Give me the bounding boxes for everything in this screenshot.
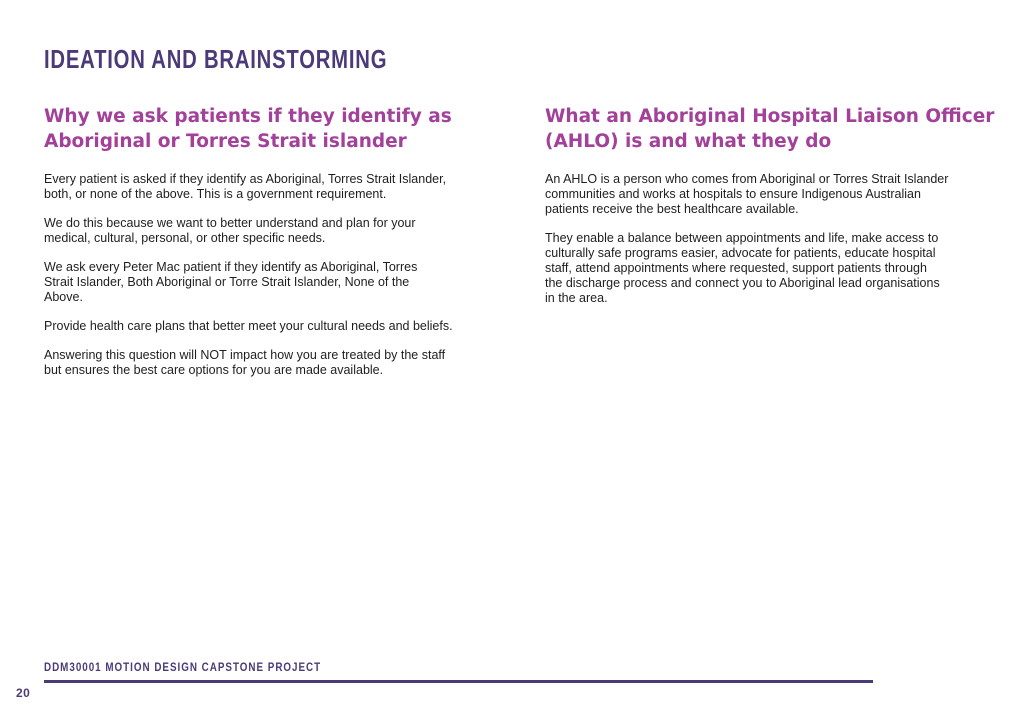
page-number: 20 [16, 686, 31, 700]
text-line: An AHLO is a person who comes from Aboriginal or Torres Strait Islander [545, 172, 949, 186]
heading-line: Why we ask patients if they identify as [44, 106, 452, 127]
heading-line: What an Aboriginal Hospital Liaison Officer [545, 106, 995, 127]
text-line: communities and works at hospitals to ensure Indigenous Australian [545, 187, 921, 201]
right-paragraph-2 [545, 231, 985, 306]
text-line: the discharge process and connect you to Aboriginal lead organisations [545, 276, 940, 290]
text-line: Provide health care plans that better meet your cultural needs and beliefs. [44, 319, 453, 333]
right-column [545, 104, 995, 320]
text-line: They enable a balance between appointments and life, make access to [545, 231, 939, 245]
heading-line: Aboriginal or Torres Strait islander [44, 131, 407, 152]
text-line: but ensures the best care options for you are made available. [44, 363, 384, 377]
text-line: patients receive the best healthcare available. [545, 202, 799, 216]
right-paragraph-1 [545, 172, 985, 217]
page-title: IDEATION AND BRAINSTORMING [44, 44, 388, 74]
text-line: We ask every Peter Mac patient if they identify as Aboriginal, Torres [44, 260, 418, 274]
text-line: We do this because we want to better understand and plan for your [44, 216, 416, 230]
text-line: Answering this question will NOT impact how you are treated by the staff [44, 348, 446, 362]
text-line: medical, cultural, personal, or other specific needs. [44, 231, 326, 245]
left-paragraph-3 [44, 260, 484, 305]
left-paragraph-4 [44, 319, 484, 334]
heading-line: (AHLO) is and what they do [545, 131, 832, 152]
left-paragraph-2 [44, 216, 484, 246]
left-paragraph-5 [44, 348, 484, 378]
text-line: Every patient is asked if they identify as Aboriginal, Torres Strait Islander, [44, 172, 447, 186]
text-line: Above. [44, 290, 83, 304]
footer-project-title: DDM30001 MOTION DESIGN CAPSTONE PROJECT [44, 660, 322, 674]
text-line: both, or none of the above. This is a government requirement. [44, 187, 387, 201]
text-line: in the area. [545, 291, 608, 305]
left-column [44, 104, 484, 392]
right-section-heading [545, 104, 995, 154]
text-line: culturally safe programs easier, advocate for patients, educate hospital [545, 246, 936, 260]
footer-divider [44, 680, 873, 683]
text-line: Strait Islander, Both Aboriginal or Torre Strait Islander, None of the [44, 275, 410, 289]
left-section-heading [44, 104, 484, 154]
left-paragraph-1 [44, 172, 484, 202]
text-line: staff, attend appointments where requested, support patients through [545, 261, 927, 275]
